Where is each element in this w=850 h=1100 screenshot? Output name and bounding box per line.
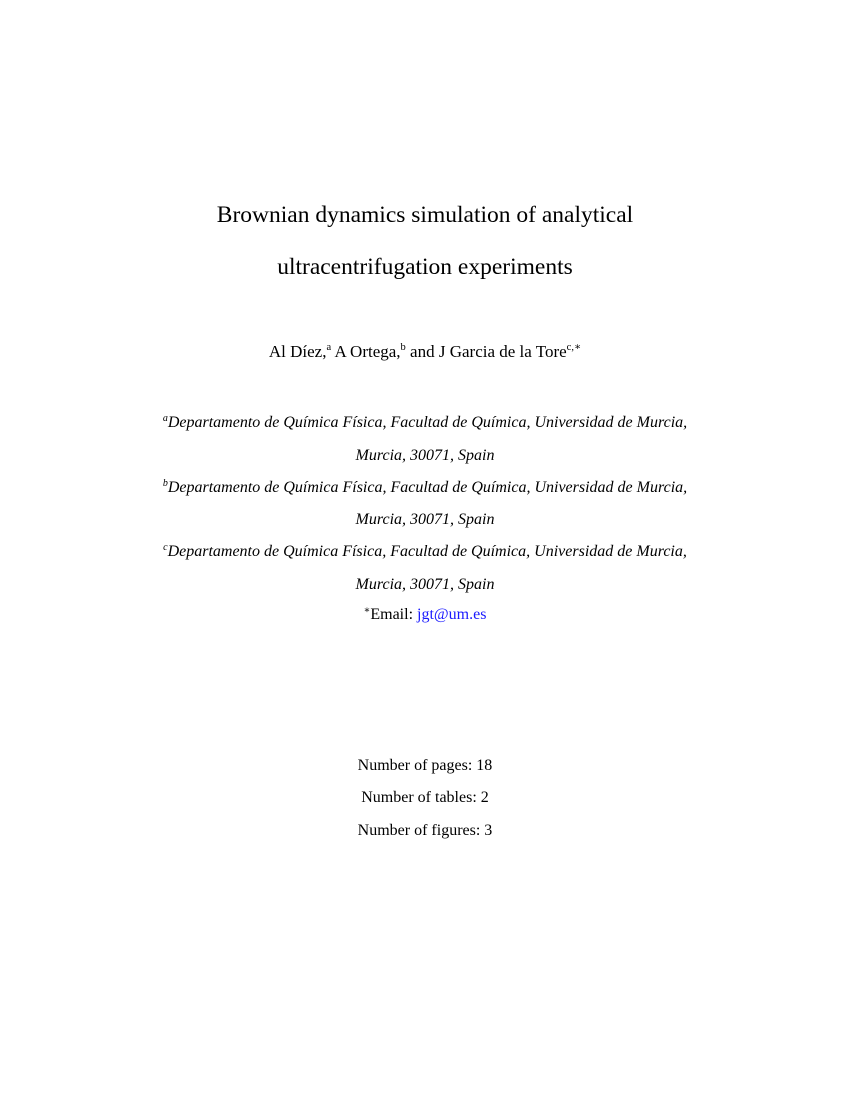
author-affiliation-mark: c,∗ — [566, 342, 582, 353]
author-name: and J Garcia de la Tore — [410, 342, 567, 361]
page-count: Number of pages: 18 — [357, 757, 493, 774]
affiliation-b-line-2: Murcia, 30071, Spain — [355, 511, 495, 528]
author-affiliation-mark: b — [400, 342, 406, 353]
author-list — [0, 343, 850, 361]
author-name: Al Díez, — [268, 342, 327, 361]
corresponding-mark: ∗ — [363, 605, 371, 616]
email-link[interactable]: jgt@um.es — [417, 606, 487, 623]
paper-title-line-1: Brownian dynamics simulation of analytical — [216, 202, 634, 228]
affiliation-mark: c — [163, 542, 168, 553]
affiliation-c-line-2: Murcia, 30071, Spain — [355, 576, 495, 593]
author-affiliation-mark: a — [326, 342, 332, 353]
affiliation-mark: a — [162, 413, 168, 424]
corresponding-email — [0, 607, 850, 623]
paper-title-line-2: ultracentrifugation experiments — [277, 254, 573, 280]
email-label: Email: — [370, 606, 414, 623]
affiliation-text: Departamento de Química Física, Facultad de Química, Universidad de Murcia, — [167, 543, 687, 560]
figure-count: Number of figures: 3 — [357, 822, 493, 839]
affiliation-a-line-1 — [0, 415, 850, 431]
affiliation-text: Departamento de Química Física, Facultad de Química, Universidad de Murcia, — [167, 479, 688, 496]
table-count: Number of tables: 2 — [361, 789, 489, 806]
affiliation-text: Departamento de Química Física, Facultad de Química, Universidad de Murcia, — [167, 414, 688, 431]
affiliation-a-line-2: Murcia, 30071, Spain — [355, 447, 495, 464]
affiliation-b-line-1 — [0, 480, 850, 496]
affiliation-c-line-1 — [0, 544, 850, 560]
affiliation-mark: b — [162, 478, 168, 489]
author-name: A Ortega, — [334, 342, 401, 361]
